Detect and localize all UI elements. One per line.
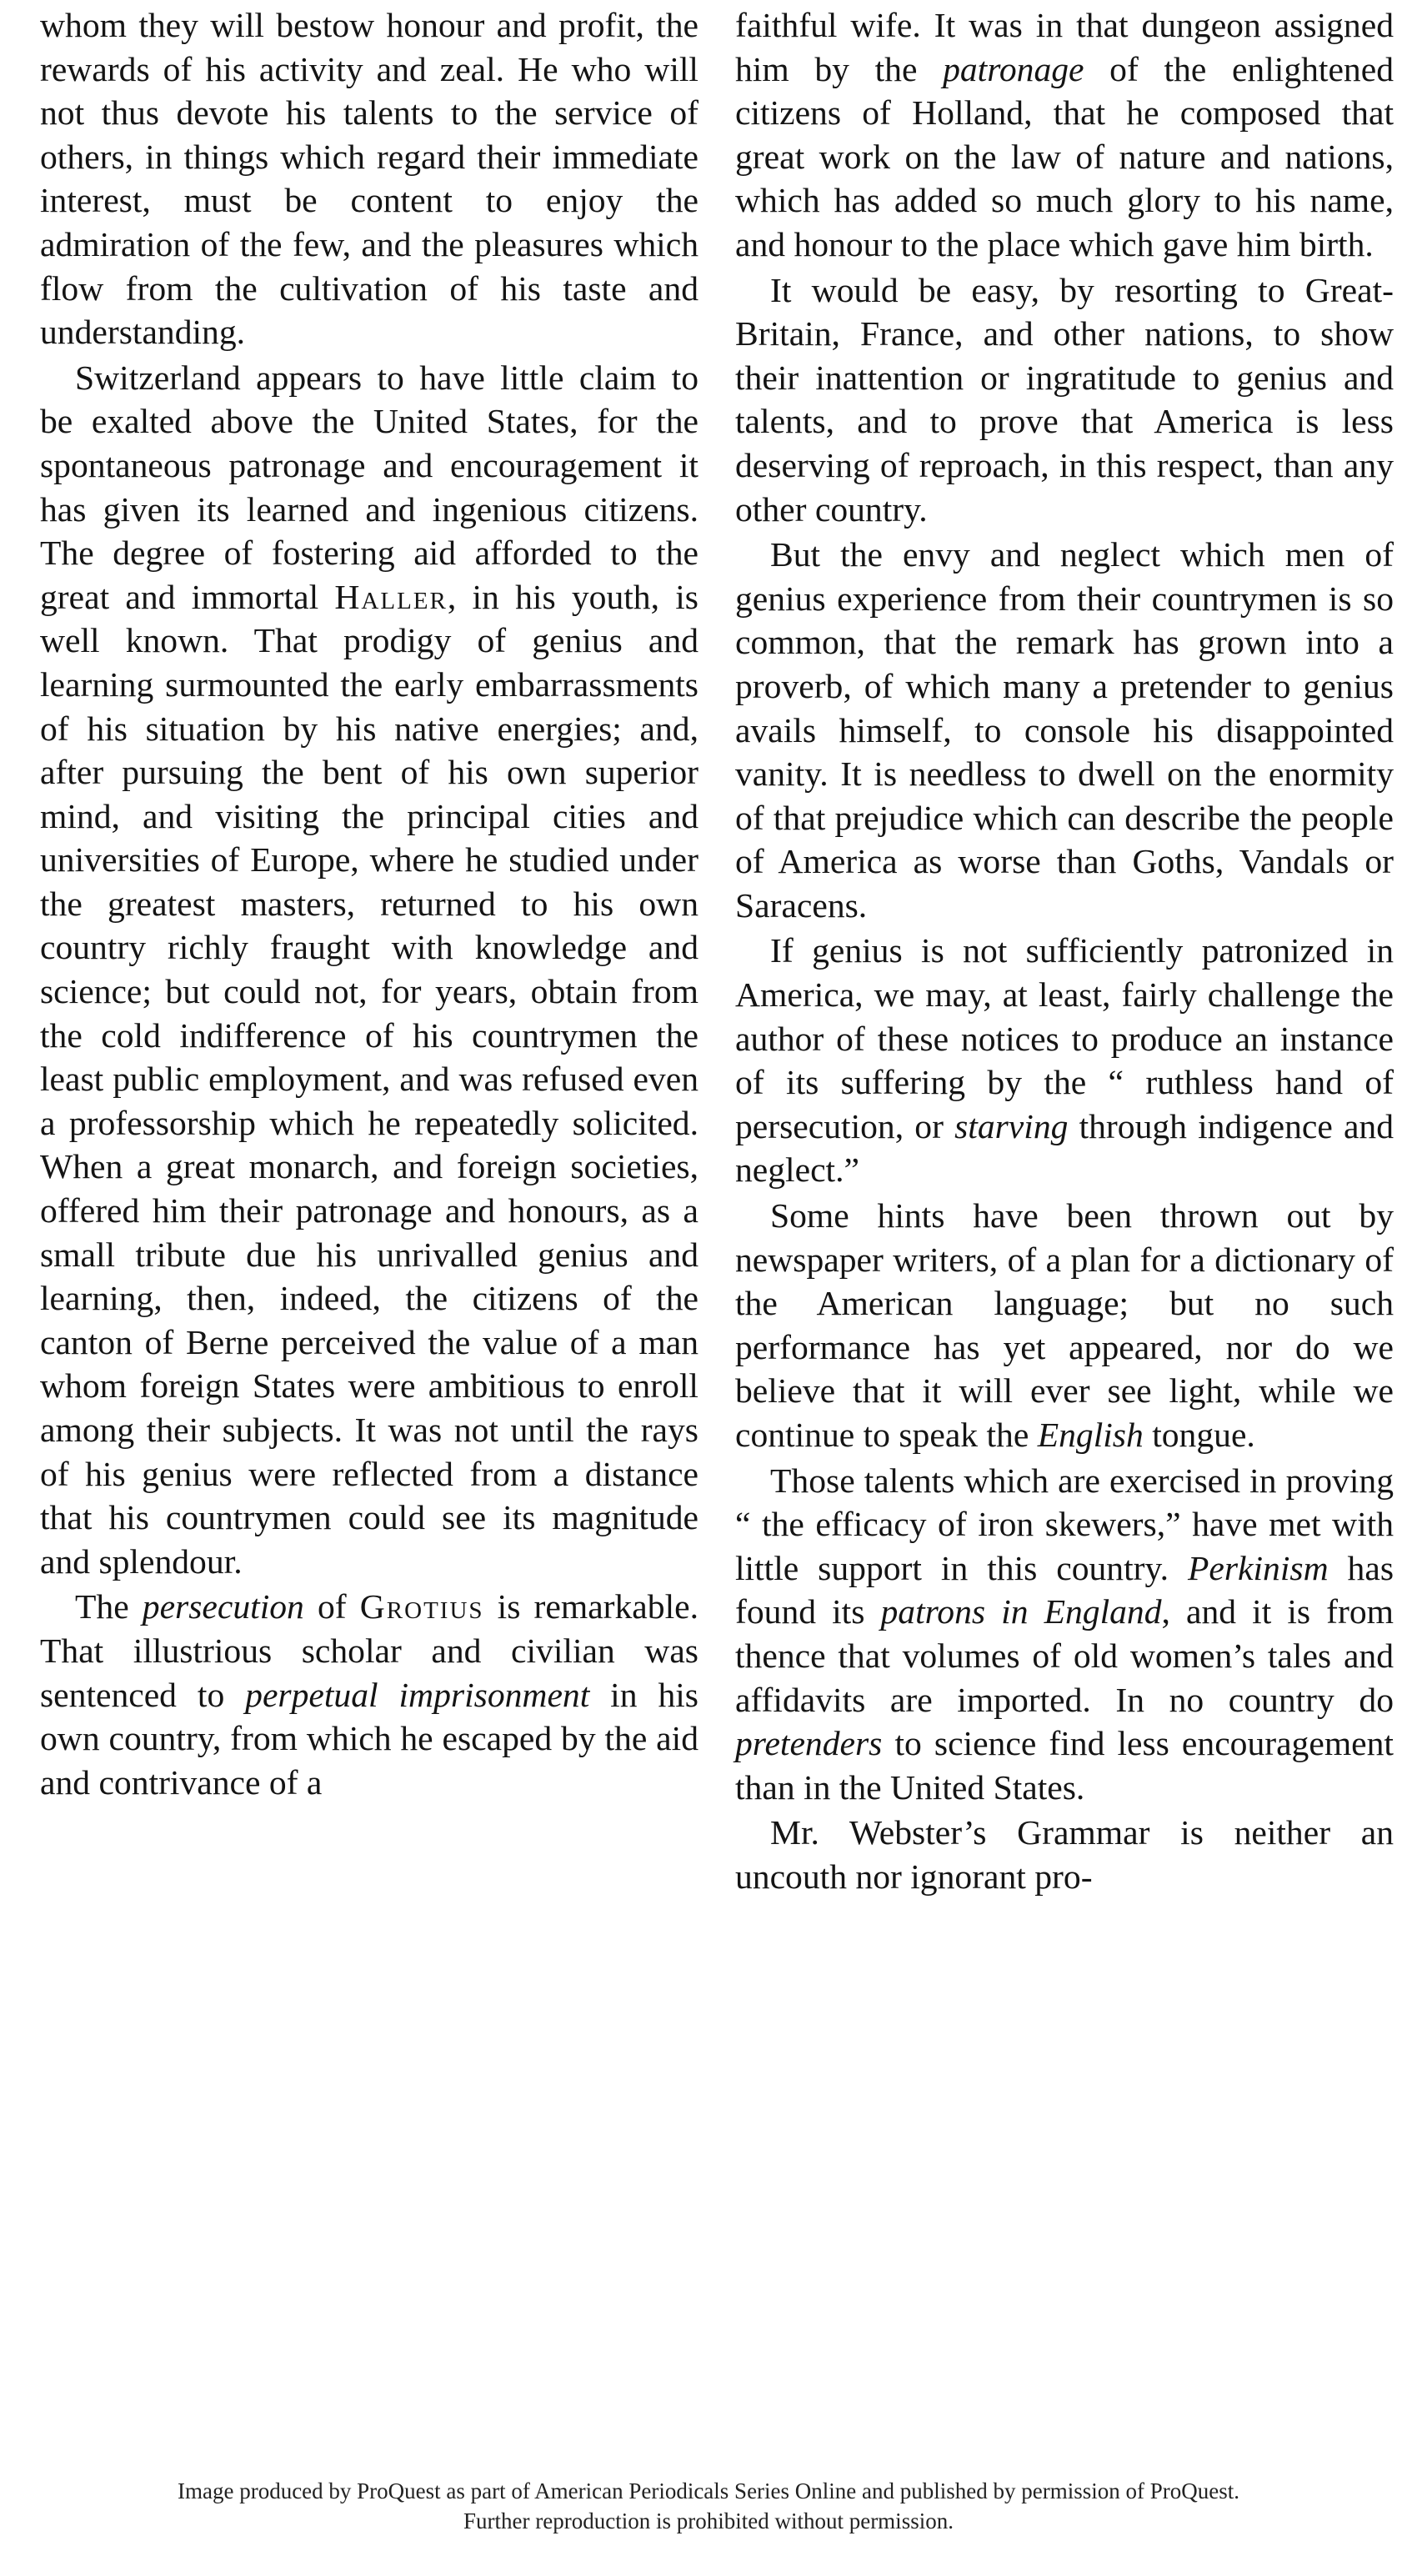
paragraph	[735, 3, 1394, 267]
paragraph-text: faithful wife. It was in that dungeon assigned him by the	[735, 6, 1394, 88]
paragraph	[40, 1585, 698, 1804]
paragraph-text: , in his youth, is well known. That prodigy of genius and learning surmounted the early embarrassments of his situation by his native energies; and, after pursuing the bent of his own superior mind, and visiting the principal cities and universities of Europe, where he studied under the greatest masters, returned to his own country richly fraught with knowledge and science; but could not, for years, obtain from the cold indifference of his countrymen the least public employment, and was refused even a professorship which he repeatedly solicited. When a great monarch, and foreign societies, offered him their patronage and honours, as a small tribute due his unrivalled genius and learning, then, indeed, the citizens of the canton of Berne perceived the value of a man whom foreign States were ambitious to enroll among their subjects. It was not until the rays of his genius were reflected from a distance that his countrymen could see its magnitude and splendour.	[40, 577, 698, 1581]
paragraph-text: is remarkable. That illustrious scholar and civilian was sentenced to	[40, 1587, 698, 1714]
italic-text: patronage	[943, 49, 1084, 88]
paragraph-text: to science find less encouragement than in the United States.	[735, 1724, 1394, 1807]
paragraph-text: Those talents which are exercised in proving “ the efficacy of iron skewers,” have met with little support in this country.	[735, 1461, 1394, 1587]
paragraph-text: Mr. Webster’s Grammar is neither an uncouth nor ignorant pro-	[735, 1813, 1394, 1896]
paragraph-text: of	[303, 1587, 360, 1626]
italic-text: patrons in England	[880, 1592, 1162, 1631]
paragraph	[735, 268, 1394, 532]
paragraph-text: It would be easy, by resorting to Great-Britain, France, and other nations, to show their inattention or ingratitude to genius and talents, and to prove that America is less deserving of reproach, in this respect, than any other country.	[735, 270, 1394, 529]
paragraph	[40, 356, 698, 1584]
left-column	[40, 3, 698, 1804]
copyright-line: Further reproduction is prohibited without permission.	[463, 2508, 954, 2533]
paragraph	[735, 1811, 1394, 1898]
paragraph	[735, 929, 1394, 1192]
italic-text: English	[1037, 1416, 1144, 1454]
paragraph-text: , and it is from thence that volumes of old women’s tales and affidavits are imported. In no country do	[735, 1592, 1394, 1719]
paragraph-text: through indigence and neglect.”	[735, 1106, 1394, 1190]
copyright-line: Image produced by ProQuest as part of American Periodicals Series Online and published by permission of ProQuest.	[178, 2478, 1239, 2503]
paragraph-text: tongue.	[1143, 1416, 1255, 1454]
paragraph-text: Some hints have been thrown out by newspaper writers, of a plan for a dictionary of the American language; but no such performance has yet appeared, nor do we believe that it will ever see light, while we continue to speak the	[735, 1196, 1394, 1454]
person-name: Grotius	[359, 1587, 484, 1626]
copyright-notice	[0, 2476, 1417, 2536]
paragraph-text: Switzerland appears to have little claim to be exalted above the United States, for the spontaneous patronage and encouragement it has given its learned and ingenious citizens. The degree of fostering aid afforded to the great and immortal	[40, 358, 698, 616]
paragraph-text: has found its	[735, 1548, 1394, 1631]
person-name: Haller	[334, 577, 448, 616]
paragraph	[735, 1459, 1394, 1810]
paragraph	[40, 3, 698, 354]
paragraph-text: in his own country, from which he escaped by the aid and contrivance of a	[40, 1675, 698, 1802]
italic-text: persecution	[142, 1587, 304, 1626]
paragraph	[735, 1194, 1394, 1457]
italic-text: pretenders	[735, 1724, 883, 1763]
paragraph	[735, 533, 1394, 927]
italic-text: perpetual imprisonment	[245, 1675, 590, 1714]
paragraph-text: But the envy and neglect which men of genius experience from their countrymen is so common, that the remark has grown into a proverb, of which many a pretender to genius avails himself, to console his disappointed vanity. It is needless to dwell on the enormity of that prejudice which can describe the people of America as worse than Goths, Vandals or Saracens.	[735, 535, 1394, 925]
italic-text: starving	[954, 1106, 1069, 1145]
right-column	[735, 3, 1394, 1899]
paragraph-text: of the enlightened citizens of Holland, that he composed that great work on the law of nature and nations, which has added so much glory to his name, and honour to the place which gave him birth.	[735, 49, 1394, 263]
paragraph-text: whom they will bestow honour and profit, the rewards of his activity and zeal. He who will not thus devote his talents to the service of others, in things which regard their immediate interest, must be content to enjoy the admiration of the few, and the pleasures which flow from the cultivation of his taste and understanding.	[40, 6, 698, 352]
italic-text: Perkinism	[1187, 1548, 1329, 1587]
paragraph-text: If genius is not sufficiently patronized in America, we may, at least, fairly challenge the author of these notices to produce an instance of its suffering by the “ ruthless hand of persecution, or	[735, 931, 1394, 1145]
paragraph-text: The	[75, 1587, 143, 1626]
